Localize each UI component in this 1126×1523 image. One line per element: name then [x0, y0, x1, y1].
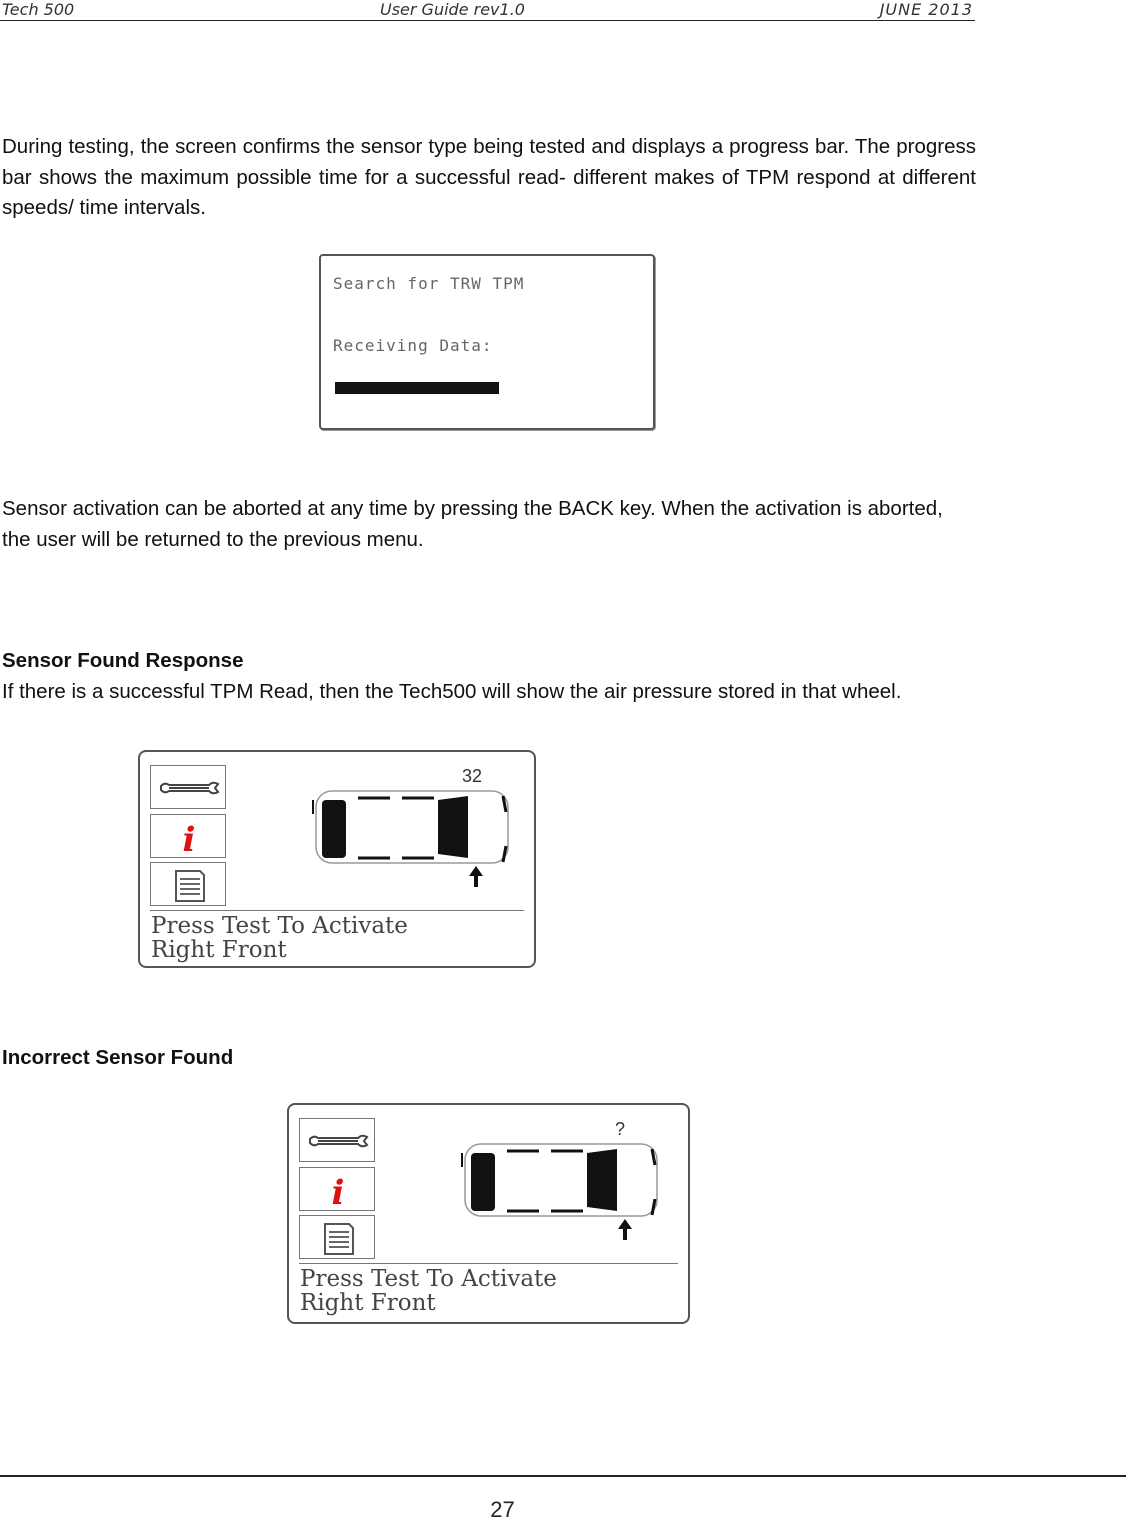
- instruction-line: Press Test To Activate: [300, 1266, 557, 1292]
- car-diagram-icon: [310, 786, 510, 896]
- sensor-found-paragraph: If there is a successful TPM Read, then the Tech500 will show the air pressure stored in that wheel.: [2, 680, 902, 703]
- unknown-reading: ?: [615, 1119, 626, 1139]
- pressure-reading: 32: [462, 766, 483, 786]
- wheel-position-line: Right Front: [151, 937, 287, 963]
- document-button: [299, 1215, 375, 1259]
- screen-divider: [150, 910, 524, 911]
- document-button: [150, 862, 226, 906]
- abort-paragraph: Sensor activation can be aborted at any time by pressing the BACK key. When the activation is aborted, the user will be returned to the previous menu.: [2, 497, 943, 551]
- wrench-icon: [151, 766, 227, 810]
- document-icon: [300, 1216, 376, 1260]
- header-date: JUNE 2013: [879, 0, 973, 19]
- header-doc-title: User Guide rev1.0: [380, 0, 525, 19]
- info-button: [299, 1167, 375, 1211]
- intro-paragraph: During testing, the screen confirms the sensor type being tested and displays a progress bar. The progress bar shows the maximum possible time for a successful read- different makes of TPM respond at different speeds/ time intervals.: [2, 135, 976, 219]
- svg-text:i: i: [182, 820, 196, 859]
- sensor-found-screen: [138, 750, 536, 968]
- car-diagram-icon: [459, 1139, 659, 1249]
- page-number: 27: [490, 1497, 515, 1522]
- incorrect-sensor-screen: [287, 1103, 690, 1324]
- incorrect-sensor-heading: Incorrect Sensor Found: [2, 1046, 234, 1069]
- sensor-found-heading: Sensor Found Response: [2, 649, 244, 672]
- header-product: Tech 500: [2, 0, 75, 19]
- info-icon: [151, 815, 227, 859]
- info-button: [150, 814, 226, 858]
- wrench-icon: [300, 1119, 376, 1163]
- screen-divider: [299, 1263, 678, 1264]
- svg-text:i: i: [331, 1173, 345, 1212]
- receiving-line: Receiving Data:: [333, 336, 493, 355]
- instruction-line: Press Test To Activate: [151, 913, 408, 939]
- footer-rule: [0, 1475, 1126, 1477]
- page-header: [0, 0, 975, 21]
- wrench-button: [299, 1118, 375, 1162]
- search-screen: [319, 254, 655, 430]
- progress-bar-fill: [335, 382, 499, 394]
- wrench-button: [150, 765, 226, 809]
- wheel-position-line: Right Front: [300, 1290, 436, 1316]
- info-icon: [300, 1168, 376, 1212]
- progress-bar: [335, 382, 645, 394]
- document-icon: [151, 863, 227, 907]
- search-line: Search for TRW TPM: [333, 274, 525, 293]
